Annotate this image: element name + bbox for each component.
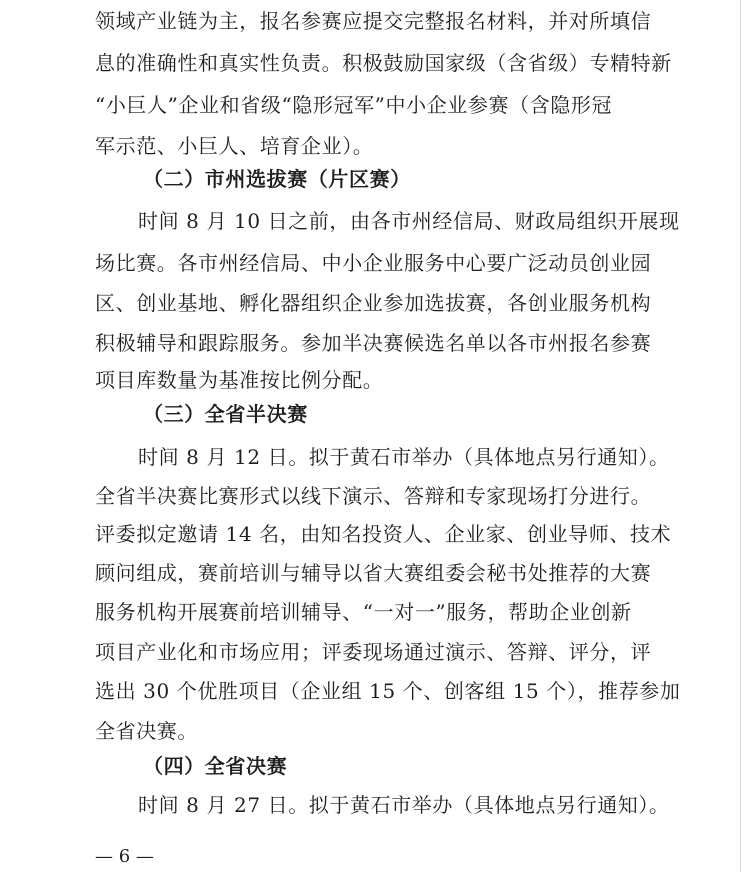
body-line: 顾问组成，赛前培训与辅导以省大赛组委会秘书处推荐的大赛 <box>95 561 652 585</box>
body-line: 全省决赛。 <box>95 719 198 743</box>
section-heading-3: （三）全省半决赛 <box>143 402 308 426</box>
body-line: 时间 8 月 12 日。拟于黄石市举办（具体地点另行通知）。 <box>138 445 670 469</box>
body-line: “小巨人”企业和省级“隐形冠军”中小企业参赛（含隐形冠 <box>95 93 613 117</box>
body-line: 息的准确性和真实性负责。积极鼓励国家级（含省级）专精特新 <box>95 51 672 75</box>
body-line: 全省半决赛比赛形式以线下演示、答辩和专家现场打分进行。 <box>95 484 652 508</box>
body-line: 时间 8 月 10 日之前，由各市州经信局、财政局组织开展现 <box>138 209 680 233</box>
body-line: 领域产业链为主，报名参赛应提交完整报名材料，并对所填信 <box>95 9 652 33</box>
body-line: 区、创业基地、孵化器组织企业参加选拔赛，各创业服务机构 <box>95 291 652 315</box>
body-line: 选出 30 个优胜项目（企业组 15 个、创客组 15 个），推荐参加 <box>95 679 681 703</box>
page-edge-divider <box>740 0 741 872</box>
body-line: 场比赛。各市州经信局、中小企业服务中心要广泛动员创业园 <box>95 251 652 275</box>
section-heading-4: （四）全省决赛 <box>143 754 288 778</box>
body-line: 项目库数量为基准按比例分配。 <box>95 368 384 392</box>
body-line: 项目产业化和市场应用；评委现场通过演示、答辩、评分，评 <box>95 640 652 664</box>
section-heading-2: （二）市州选拔赛（片区赛） <box>143 167 411 191</box>
body-line: 积极辅导和跟踪服务。参加半决赛候选名单以各市州报名参赛 <box>95 331 652 355</box>
page-number: — 6 — <box>95 846 154 867</box>
body-line: 服务机构开展赛前培训辅导、“一对一”服务，帮助企业创新 <box>95 600 632 624</box>
body-line: 时间 8 月 27 日。拟于黄石市举办（具体地点另行通知）。 <box>138 793 670 817</box>
body-line: 评委拟定邀请 14 名，由知名投资人、企业家、创业导师、技术 <box>95 522 672 546</box>
body-line: 军示范、小巨人、培育企业）。 <box>95 134 374 158</box>
